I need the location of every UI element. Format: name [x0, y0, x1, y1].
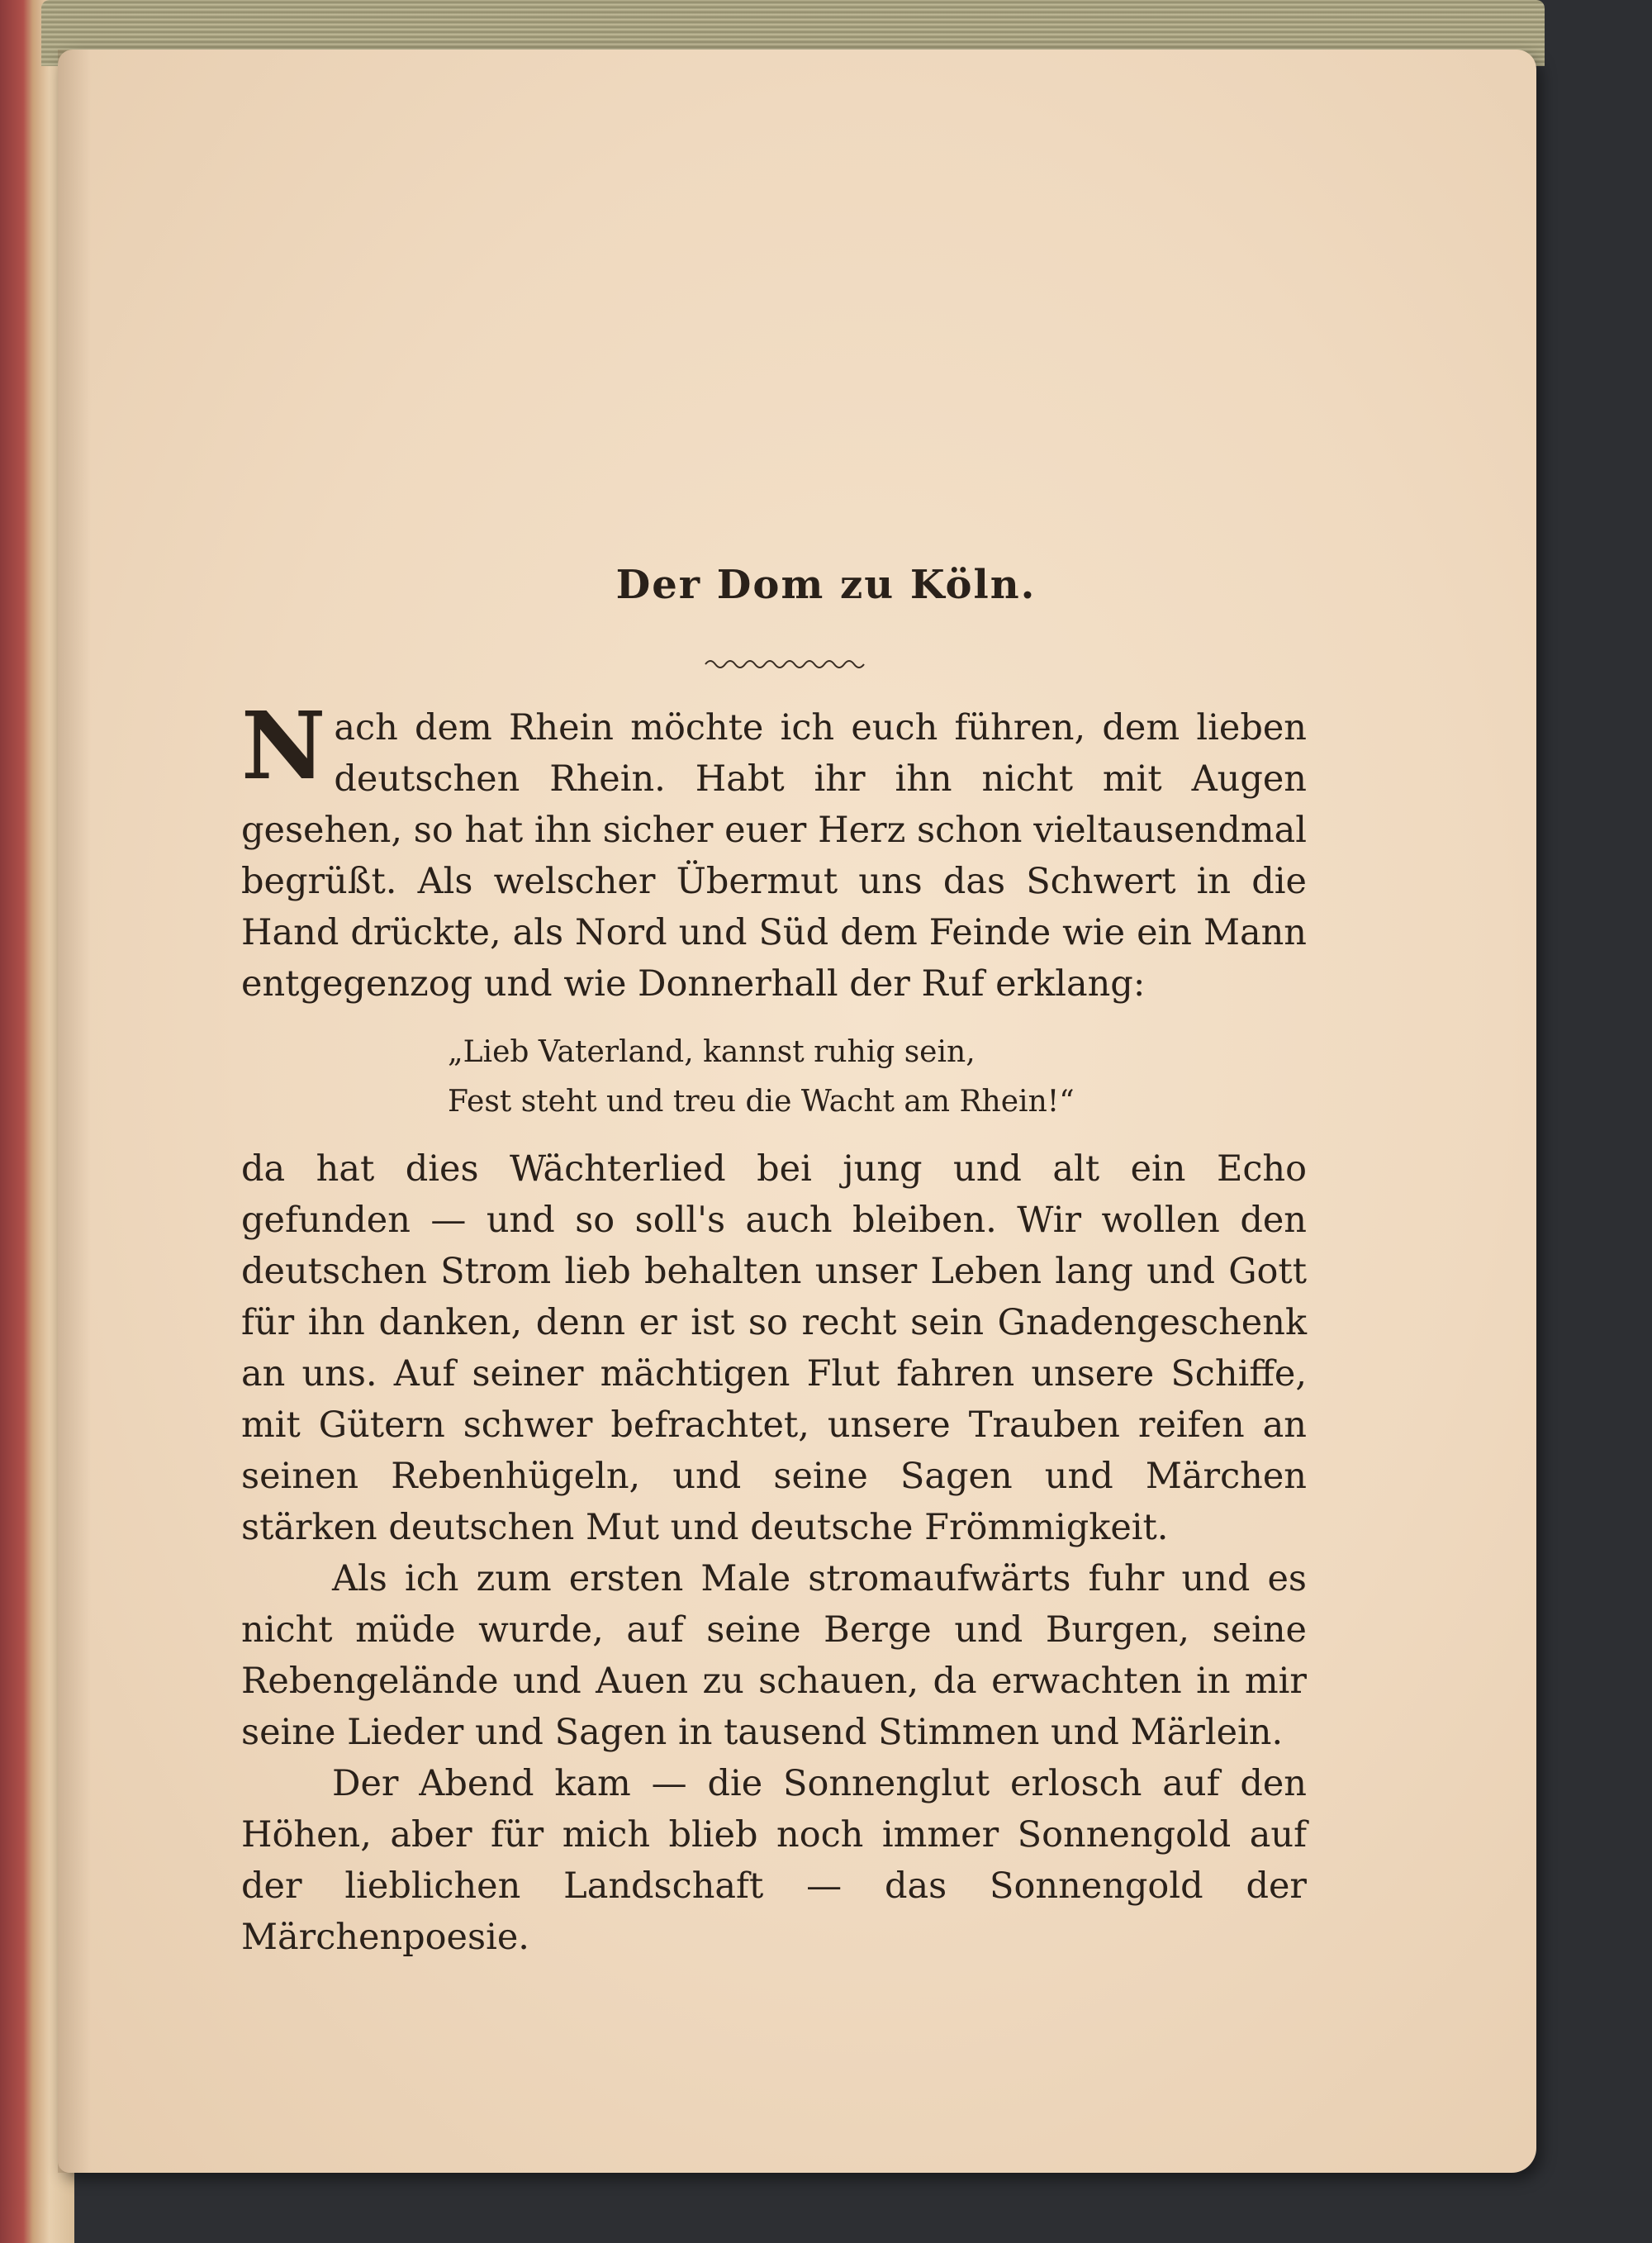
drop-cap-initial: N: [241, 692, 326, 801]
paragraph-3: Als ich zum ersten Male stromaufwärts fuhr und es nicht müde wurde, auf seine Berge und Burgen, seine Rebengelände und Auen zu schauen, da erwachten in mir seine Lieder und Sagen in tausend Stimmen und Märlein.: [241, 1558, 1307, 1753]
poem-quote: [448, 1028, 1307, 1127]
paragraph-4: Der Abend kam — die Sonnenglut erlosch auf den Höhen, aber für mich blieb noch immer Sonnengold auf der lieblichen Landschaft — das Sonnengold der Märchenpoesie.: [241, 1763, 1307, 1958]
paragraph-2: da hat dies Wächterlied bei jung und alt ein Echo gefunden — und so soll's auch bleiben. Wir wollen den deutschen Strom lieb behalten unser Leben lang und Gott für ihn danken, denn er ist so recht sein Gnadengeschenk an uns. Auf seiner mächtigen Flut fahren unsere Schiffe, mit Gütern schwer befrachtet, unsere Trauben reifen an seinen Rebenhügeln, und seine Sagen und Märchen stärken deutschen Mut und deutsche Frömmigkeit.: [241, 1148, 1307, 1548]
body-text: [241, 692, 1307, 1963]
paragraph-1-text: ach dem Rhein möchte ich euch führen, dem lieben deutschen Rhein. Habt ihr ihn nicht mit Augen gesehen, so hat ihn sicher euer Herz schon vieltausendmal begrüßt. Als welscher Übermut uns das Schwert in die Hand drückte, als Nord und Süd dem Feinde wie ein Mann entgegenzog und wie Donnerhall der Ruf erklang:: [241, 707, 1307, 1005]
paragraph-1: [241, 692, 1307, 1010]
wavy-divider-ornament: [704, 653, 869, 672]
poem-line-1: „Lieb Vaterland, kannst ruhig sein,: [448, 1035, 976, 1069]
page-gutter-shadow: [58, 50, 91, 2173]
poem-line-2: Fest steht und treu die Wacht am Rhein!“: [448, 1085, 1075, 1119]
chapter-title: Der Dom zu Köln.: [615, 562, 1037, 608]
